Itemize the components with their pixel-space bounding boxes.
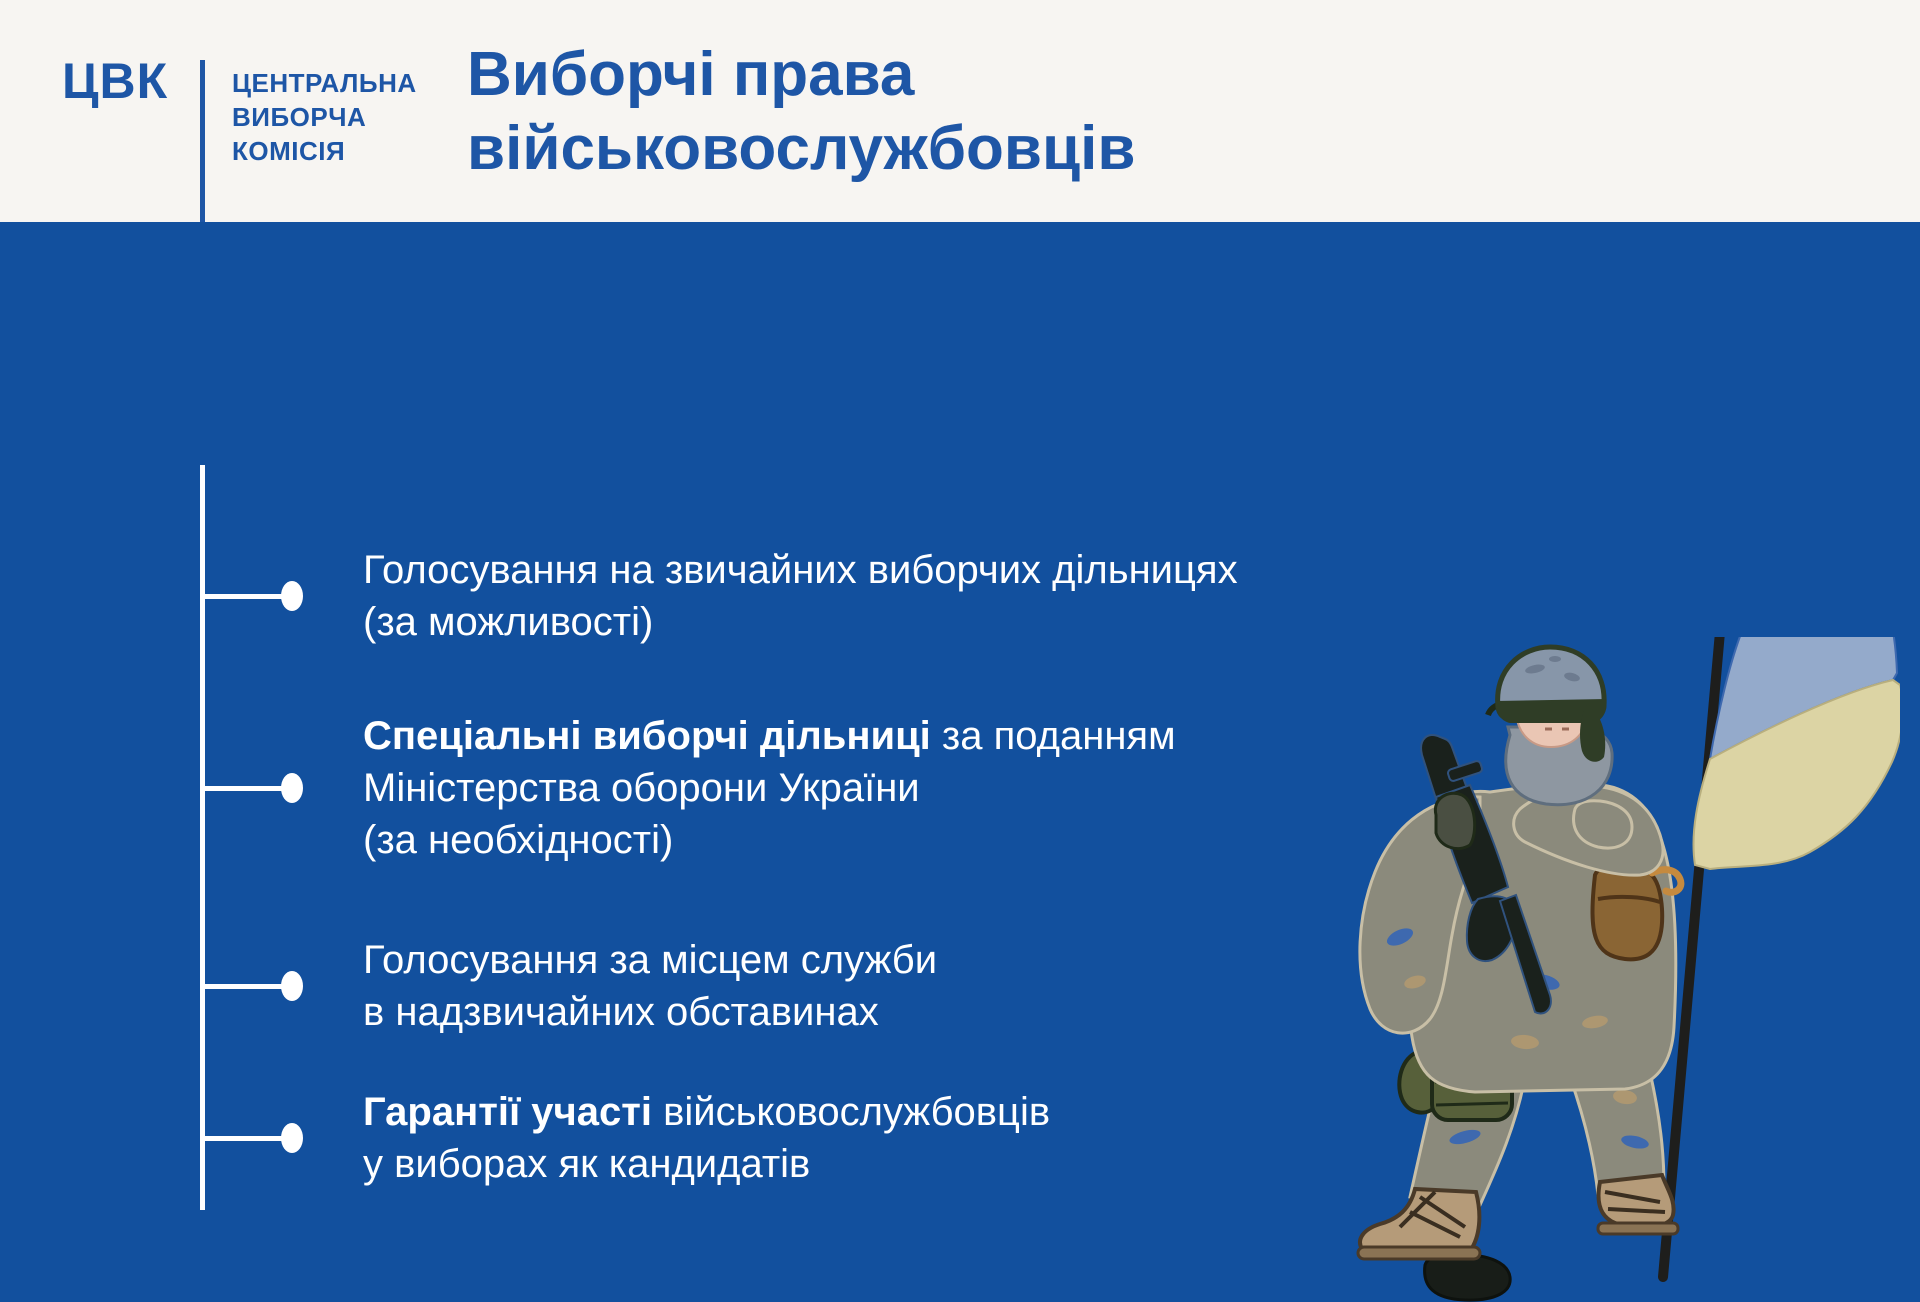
bullet-2-line-3: (за необхідності)	[363, 818, 674, 862]
hip-pouch	[1593, 865, 1663, 960]
timeline-vertical-line	[200, 465, 205, 1210]
page-title-line-1: Виборчі права	[467, 40, 915, 109]
bullet-2-bold: Спеціальні виборчі дільниці	[363, 714, 931, 758]
content-area	[0, 222, 1920, 1186]
bullet-dot-4	[281, 1123, 303, 1153]
org-name	[232, 66, 417, 168]
bullet-3-line-2: в надзвичайних обставинах	[363, 990, 879, 1034]
bullet-item-1	[363, 544, 1238, 648]
bullet-2-line-2: Міністерства оборони України	[363, 766, 920, 810]
logo-divider-line	[200, 60, 205, 222]
timeline-branch-2	[202, 786, 292, 791]
header-bar	[0, 0, 1920, 222]
org-name-line-3: КОМІСІЯ	[232, 136, 346, 166]
page-title	[467, 38, 1135, 186]
bullet-dot-2	[281, 773, 303, 803]
page-title-line-2: військовослужбовців	[467, 114, 1136, 183]
bullet-2-line-1	[363, 710, 1176, 762]
bullet-item-2	[363, 710, 1176, 866]
bullet-2-line-1-rest: за поданням	[930, 714, 1176, 758]
bullet-item-4	[363, 1086, 1050, 1190]
timeline-branch-1	[202, 594, 292, 599]
bullet-dot-1	[281, 581, 303, 611]
bullet-4-line-1-rest: військовослужбовців	[651, 1090, 1051, 1134]
bullet-3-line-1: Голосування за місцем служби	[363, 938, 938, 982]
helmet-camo-speck	[1549, 656, 1561, 662]
bullet-item-3	[363, 934, 937, 1038]
bullet-1-line-2: (за можливості)	[363, 600, 654, 644]
bullet-4-bold: Гарантії участі	[363, 1090, 652, 1134]
org-name-line-1: ЦЕНТРАЛЬНА	[232, 68, 417, 98]
right-glove	[1574, 801, 1632, 848]
left-boot-sole	[1358, 1247, 1480, 1259]
org-name-line-2: ВИБОРЧА	[232, 102, 367, 132]
left-glove	[1435, 793, 1474, 848]
bullet-4-line-2: у виборах як кандидатів	[363, 1142, 811, 1186]
timeline-branch-4	[202, 1136, 292, 1141]
bullet-1-line-1: Голосування на звичайних виборчих дільницях	[363, 548, 1238, 592]
right-boot-sole	[1598, 1223, 1678, 1234]
soldier-illustration	[1340, 637, 1900, 1302]
bullet-4-line-1	[363, 1086, 1050, 1138]
lower-pouch	[1425, 1254, 1511, 1300]
cvk-logo: ЦВК	[62, 53, 169, 109]
timeline-branch-3	[202, 984, 292, 989]
right-boot	[1599, 1175, 1674, 1228]
bullet-dot-3	[281, 971, 303, 1001]
